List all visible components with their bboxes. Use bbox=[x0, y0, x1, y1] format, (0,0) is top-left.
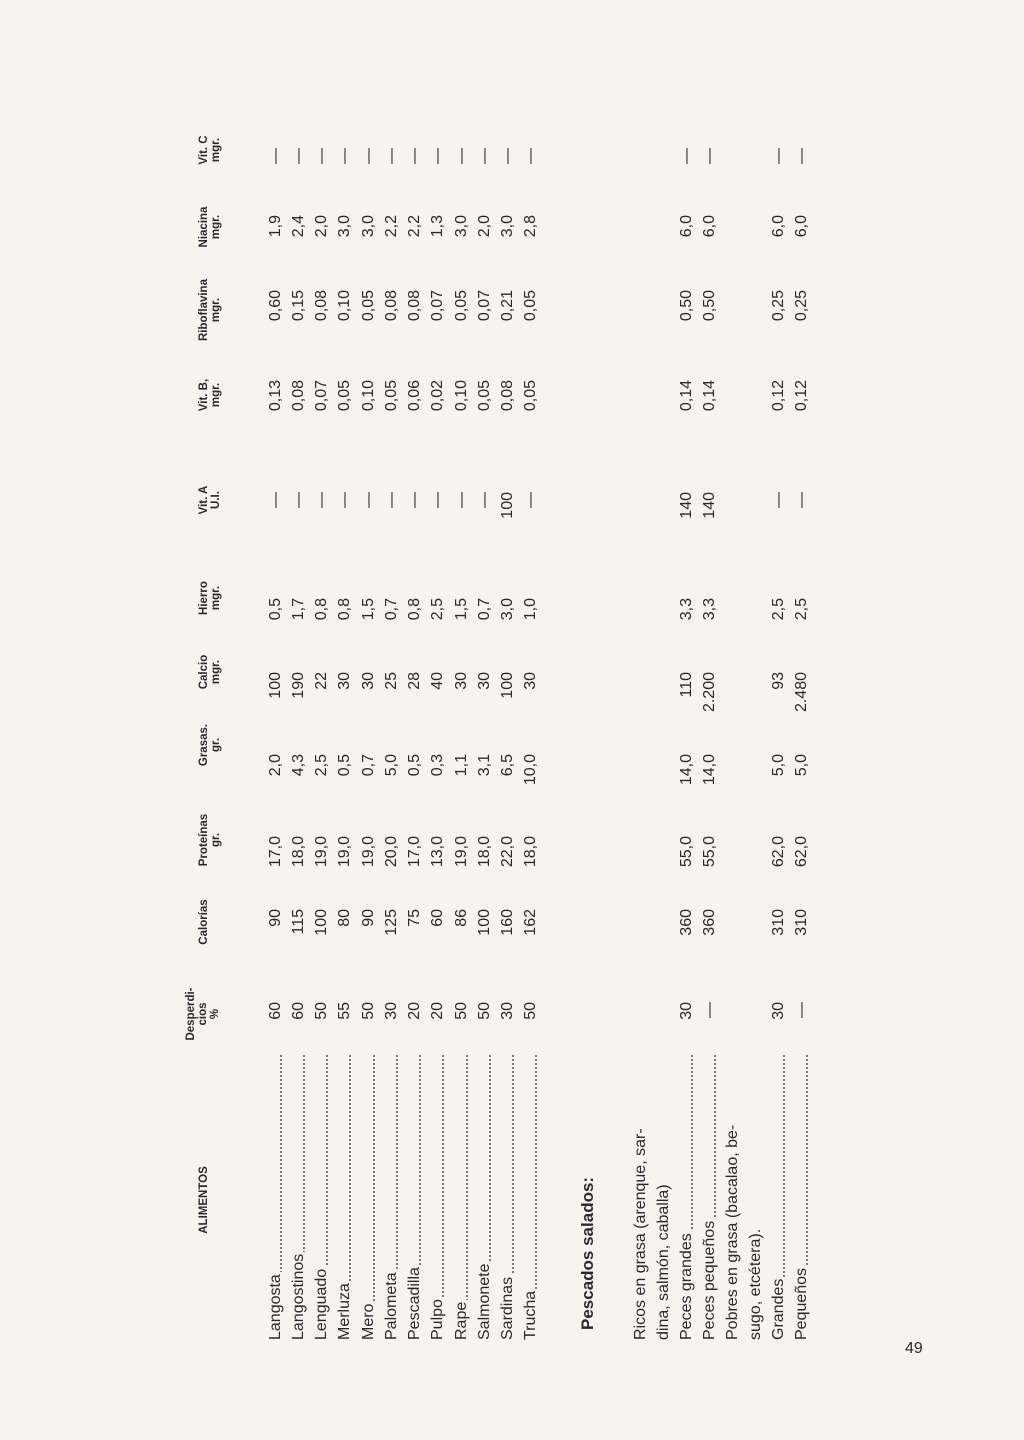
cell-vit-c: — bbox=[453, 148, 470, 164]
cell-vit-b1: 0,05 bbox=[383, 380, 400, 412]
food-name: Pescadilla bbox=[406, 1267, 423, 1340]
cell-desperdicios: 50 bbox=[313, 1002, 330, 1020]
cell-calorias: 80 bbox=[336, 909, 353, 927]
cell-vit-a: — bbox=[406, 492, 423, 508]
food-name: Langosta bbox=[267, 1274, 284, 1340]
cell-hierro: 0,7 bbox=[383, 598, 400, 621]
cell-hierro: 1,0 bbox=[522, 598, 539, 621]
food-name: Lenguado bbox=[313, 1268, 330, 1340]
cell-desperdicios: 20 bbox=[429, 1002, 446, 1020]
header-vit-b1: Vit. B, mgr. bbox=[198, 378, 222, 412]
cell-riboflavina: 0,25 bbox=[793, 290, 810, 322]
cell-calcio: 100 bbox=[499, 672, 516, 699]
cell-desperdicios: 30 bbox=[383, 1002, 400, 1020]
cell-vit-a: 100 bbox=[499, 492, 516, 519]
food-name: Grandes bbox=[770, 1278, 787, 1340]
cell-riboflavina: 0,05 bbox=[360, 290, 377, 322]
cell-vit-b1: 0,05 bbox=[476, 380, 493, 412]
cell-calorias: 75 bbox=[406, 909, 423, 927]
cell-grasas: 14,0 bbox=[701, 754, 718, 786]
cell-grasas: 5,0 bbox=[383, 754, 400, 777]
cell-proteinas: 18,0 bbox=[476, 836, 493, 868]
cell-vit-a: — bbox=[522, 492, 539, 508]
cell-grasas: 3,1 bbox=[476, 754, 493, 777]
cell-hierro: 2,5 bbox=[770, 598, 787, 621]
cell-vit-c: — bbox=[770, 148, 787, 164]
cell-desperdicios: 60 bbox=[267, 1002, 284, 1020]
cell-riboflavina: 0,08 bbox=[406, 290, 423, 322]
cell-vit-a: — bbox=[453, 492, 470, 508]
text-pobres-line1: Pobres en grasa (bacalao, be- bbox=[724, 1124, 741, 1340]
cell-grasas: 5,0 bbox=[793, 754, 810, 777]
food-name: Pequeños bbox=[793, 1267, 810, 1340]
cell-vit-a: — bbox=[313, 492, 330, 508]
food-name: Salmonete bbox=[476, 1263, 493, 1340]
cell-calcio: 30 bbox=[453, 672, 470, 690]
cell-riboflavina: 0,50 bbox=[678, 290, 695, 322]
cell-vit-c: — bbox=[290, 148, 307, 164]
cell-vit-a: 140 bbox=[701, 492, 718, 519]
cell-desperdicios: 60 bbox=[290, 1002, 307, 1020]
cell-proteinas: 19,0 bbox=[313, 836, 330, 868]
header-vit-a: Vit. A U.I. bbox=[198, 485, 222, 515]
cell-proteinas: 19,0 bbox=[360, 836, 377, 868]
cell-vit-c: — bbox=[429, 148, 446, 164]
cell-riboflavina: 0,21 bbox=[499, 290, 516, 322]
cell-calcio: 25 bbox=[383, 672, 400, 690]
cell-vit-b1: 0,07 bbox=[313, 380, 330, 412]
cell-riboflavina: 0,07 bbox=[476, 290, 493, 322]
cell-vit-c: — bbox=[360, 148, 377, 164]
cell-niacina: 3,0 bbox=[453, 215, 470, 238]
cell-calorias: 115 bbox=[290, 909, 307, 935]
cell-vit-a: — bbox=[383, 492, 400, 508]
cell-niacina: 3,0 bbox=[360, 215, 377, 238]
cell-niacina: 2,4 bbox=[290, 215, 307, 238]
cell-hierro: 0,5 bbox=[267, 598, 284, 621]
cell-hierro: 3,3 bbox=[678, 598, 695, 621]
cell-desperdicios: 30 bbox=[499, 1002, 516, 1020]
cell-proteinas: 62,0 bbox=[770, 836, 787, 868]
cell-proteinas: 62,0 bbox=[793, 836, 810, 868]
header-proteinas: Proteínas gr. bbox=[198, 813, 222, 867]
cell-vit-b1: 0,13 bbox=[267, 380, 284, 412]
cell-calorias: 100 bbox=[476, 909, 493, 936]
cell-niacina: 2,2 bbox=[406, 215, 423, 238]
cell-vit-b1: 0,12 bbox=[793, 380, 810, 412]
cell-calcio: 2.480 bbox=[793, 672, 810, 713]
cell-desperdicios: 50 bbox=[476, 1002, 493, 1020]
cell-desperdicios: — bbox=[793, 1002, 810, 1018]
cell-proteinas: 22,0 bbox=[499, 836, 516, 868]
cell-vit-a: — bbox=[336, 492, 353, 508]
cell-riboflavina: 0,05 bbox=[522, 290, 539, 322]
cell-riboflavina: 0,25 bbox=[770, 290, 787, 322]
cell-calorias: 100 bbox=[313, 909, 330, 936]
cell-niacina: 6,0 bbox=[701, 215, 718, 238]
cell-vit-b1: 0,05 bbox=[522, 380, 539, 412]
cell-desperdicios: 30 bbox=[678, 1002, 695, 1020]
food-name: Sardinas bbox=[499, 1276, 516, 1340]
cell-calorias: 162 bbox=[522, 909, 539, 936]
dotted-leader bbox=[373, 1055, 375, 1340]
food-name: Merluza bbox=[336, 1283, 353, 1340]
cell-vit-b1: 0,08 bbox=[499, 380, 516, 412]
cell-grasas: 4,3 bbox=[290, 754, 307, 777]
header-alimentos: ALIMENTOS bbox=[198, 1166, 210, 1234]
section-title: Pescados salados: bbox=[578, 1176, 597, 1330]
cell-proteinas: 55,0 bbox=[678, 836, 695, 868]
cell-proteinas: 55,0 bbox=[701, 836, 718, 868]
cell-vit-c: — bbox=[522, 148, 539, 164]
cell-proteinas: 19,0 bbox=[336, 836, 353, 868]
cell-niacina: 3,0 bbox=[499, 215, 516, 238]
cell-calcio: 28 bbox=[406, 672, 423, 690]
cell-hierro: 1,5 bbox=[360, 598, 377, 621]
cell-grasas: 0,5 bbox=[406, 754, 423, 777]
cell-calorias: 360 bbox=[701, 909, 718, 936]
food-name: Peces pequeños bbox=[701, 1220, 718, 1340]
cell-niacina: 1,9 bbox=[267, 215, 284, 238]
cell-vit-c: — bbox=[406, 148, 423, 164]
cell-riboflavina: 0,07 bbox=[429, 290, 446, 322]
cell-grasas: 2,0 bbox=[267, 754, 284, 777]
food-name: Rape bbox=[453, 1301, 470, 1340]
cell-niacina: 6,0 bbox=[678, 215, 695, 238]
cell-niacina: 6,0 bbox=[793, 215, 810, 238]
cell-proteinas: 19,0 bbox=[453, 836, 470, 868]
cell-vit-a: — bbox=[290, 492, 307, 508]
cell-proteinas: 13,0 bbox=[429, 836, 446, 868]
cell-grasas: 5,0 bbox=[770, 754, 787, 777]
cell-riboflavina: 0,10 bbox=[336, 290, 353, 322]
cell-vit-b1: 0,10 bbox=[453, 380, 470, 412]
cell-proteinas: 18,0 bbox=[522, 836, 539, 868]
cell-calorias: 90 bbox=[360, 909, 377, 927]
header-vit-c: Vit. C mgr. bbox=[198, 135, 222, 165]
cell-calorias: 360 bbox=[678, 909, 695, 936]
cell-vit-b1: 0,05 bbox=[336, 380, 353, 412]
cell-proteinas: 17,0 bbox=[267, 836, 284, 868]
cell-calorias: 310 bbox=[793, 909, 810, 936]
cell-hierro: 0,8 bbox=[336, 598, 353, 621]
cell-vit-b1: 0,14 bbox=[678, 380, 695, 412]
cell-hierro: 3,3 bbox=[701, 598, 718, 621]
cell-desperdicios: 50 bbox=[453, 1002, 470, 1020]
header-niacina: Niacina mgr. bbox=[198, 206, 222, 248]
cell-hierro: 1,5 bbox=[453, 598, 470, 621]
cell-desperdicios: — bbox=[701, 1002, 718, 1018]
text-ricos-line2: dina, salmón, caballa) bbox=[655, 1184, 672, 1340]
cell-calcio: 40 bbox=[429, 672, 446, 690]
cell-riboflavina: 0,05 bbox=[453, 290, 470, 322]
cell-hierro: 3,0 bbox=[499, 598, 516, 621]
cell-vit-c: — bbox=[499, 148, 516, 164]
food-name: Pulpo bbox=[429, 1299, 446, 1340]
cell-grasas: 0,5 bbox=[336, 754, 353, 777]
cell-calorias: 90 bbox=[267, 909, 284, 927]
cell-vit-b1: 0,12 bbox=[770, 380, 787, 412]
cell-proteinas: 18,0 bbox=[290, 836, 307, 868]
text-ricos-line1: Ricos en grasa (arenque, sar- bbox=[632, 1128, 649, 1340]
cell-calcio: 2.200 bbox=[701, 672, 718, 713]
cell-proteinas: 17,0 bbox=[406, 836, 423, 868]
cell-grasas: 6,5 bbox=[499, 754, 516, 777]
header-riboflavina: Riboflavina mgr. bbox=[198, 279, 222, 341]
cell-calcio: 100 bbox=[267, 672, 284, 699]
cell-niacina: 2,0 bbox=[476, 215, 493, 238]
cell-hierro: 0,8 bbox=[313, 598, 330, 621]
cell-calorias: 160 bbox=[499, 909, 516, 936]
cell-desperdicios: 20 bbox=[406, 1002, 423, 1020]
cell-vit-b1: 0,06 bbox=[406, 380, 423, 412]
cell-grasas: 0,7 bbox=[360, 754, 377, 777]
cell-calorias: 125 bbox=[383, 909, 400, 936]
cell-proteinas: 20,0 bbox=[383, 836, 400, 868]
cell-riboflavina: 0,50 bbox=[701, 290, 718, 322]
cell-vit-b1: 0,10 bbox=[360, 380, 377, 412]
cell-vit-a: 140 bbox=[678, 492, 695, 519]
cell-vit-c: — bbox=[701, 148, 718, 164]
cell-calcio: 110 bbox=[678, 672, 695, 698]
cell-niacina: 3,0 bbox=[336, 215, 353, 238]
cell-hierro: 2,5 bbox=[793, 598, 810, 621]
cell-grasas: 1,1 bbox=[453, 754, 470, 777]
cell-calcio: 30 bbox=[336, 672, 353, 690]
cell-hierro: 0,8 bbox=[406, 598, 423, 621]
cell-vit-c: — bbox=[336, 148, 353, 164]
header-calorias: Calorías bbox=[198, 899, 210, 945]
food-name: Mero bbox=[360, 1303, 377, 1340]
cell-calorias: 310 bbox=[770, 909, 787, 936]
cell-calorias: 60 bbox=[429, 909, 446, 927]
cell-vit-c: — bbox=[267, 148, 284, 164]
cell-vit-a: — bbox=[476, 492, 493, 508]
cell-niacina: 6,0 bbox=[770, 215, 787, 238]
cell-vit-b1: 0,08 bbox=[290, 380, 307, 412]
cell-hierro: 1,7 bbox=[290, 598, 307, 621]
cell-hierro: 2,5 bbox=[429, 598, 446, 621]
cell-calcio: 190 bbox=[290, 672, 307, 699]
header-calcio: Calcio mgr. bbox=[198, 654, 222, 690]
cell-desperdicios: 55 bbox=[336, 1002, 353, 1020]
cell-calcio: 30 bbox=[522, 672, 539, 690]
food-name: Trucha bbox=[522, 1290, 539, 1340]
cell-vit-a: — bbox=[267, 492, 284, 508]
text-pobres-line2: sugo, etcétera). bbox=[747, 1228, 764, 1340]
cell-desperdicios: 50 bbox=[360, 1002, 377, 1020]
dotted-leader bbox=[466, 1055, 468, 1340]
header-grasas: Grasas. gr. bbox=[198, 723, 222, 767]
cell-vit-a: — bbox=[793, 492, 810, 508]
cell-vit-c: — bbox=[793, 148, 810, 164]
cell-grasas: 0,3 bbox=[429, 754, 446, 777]
cell-grasas: 10,0 bbox=[522, 754, 539, 786]
cell-riboflavina: 0,08 bbox=[313, 290, 330, 322]
cell-vit-b1: 0,02 bbox=[429, 380, 446, 412]
cell-niacina: 1,3 bbox=[429, 215, 446, 238]
cell-riboflavina: 0,08 bbox=[383, 290, 400, 322]
food-name: Palometa bbox=[383, 1272, 400, 1340]
cell-vit-a: — bbox=[429, 492, 446, 508]
header-desperdicios: Desperdi- cios % bbox=[185, 987, 221, 1041]
cell-niacina: 2,2 bbox=[383, 215, 400, 238]
food-name: Peces grandes bbox=[678, 1233, 695, 1340]
cell-riboflavina: 0,15 bbox=[290, 290, 307, 322]
cell-vit-c: — bbox=[678, 148, 695, 164]
cell-vit-a: — bbox=[360, 492, 377, 508]
food-name: Langostinos bbox=[290, 1253, 307, 1340]
cell-calcio: 93 bbox=[770, 672, 787, 690]
cell-vit-c: — bbox=[383, 148, 400, 164]
page-number: 49 bbox=[905, 1340, 923, 1357]
cell-grasas: 14,0 bbox=[678, 754, 695, 786]
cell-vit-c: — bbox=[313, 148, 330, 164]
cell-hierro: 0,7 bbox=[476, 598, 493, 621]
cell-desperdicios: 30 bbox=[770, 1002, 787, 1020]
cell-vit-b1: 0,14 bbox=[701, 380, 718, 412]
cell-calcio: 30 bbox=[360, 672, 377, 690]
cell-riboflavina: 0,60 bbox=[267, 290, 284, 322]
cell-vit-c: — bbox=[476, 148, 493, 164]
cell-desperdicios: 50 bbox=[522, 1002, 539, 1020]
cell-calorias: 86 bbox=[453, 909, 470, 927]
cell-vit-a: — bbox=[770, 492, 787, 508]
cell-grasas: 2,5 bbox=[313, 754, 330, 777]
cell-calcio: 30 bbox=[476, 672, 493, 690]
cell-niacina: 2,0 bbox=[313, 215, 330, 238]
cell-niacina: 2,8 bbox=[522, 215, 539, 238]
header-hierro: Hierro mgr. bbox=[198, 581, 222, 615]
cell-calcio: 22 bbox=[313, 672, 330, 690]
